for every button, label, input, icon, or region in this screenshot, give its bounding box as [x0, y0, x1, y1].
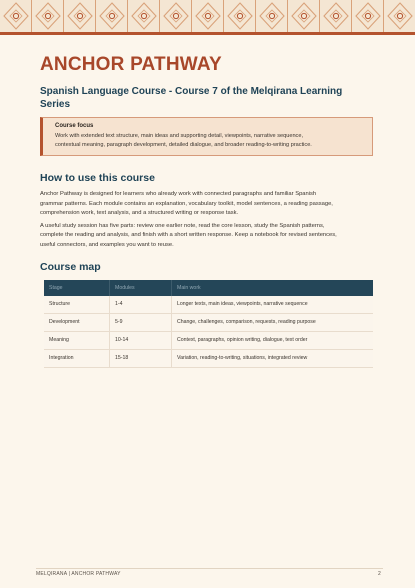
- table-row: [44, 313, 373, 331]
- diamond-pattern-icon: [96, 0, 128, 32]
- header-rule: [0, 32, 415, 35]
- table-cell: 10-14: [110, 331, 172, 349]
- course-focus-line: Work with extended text structure, main ideas and supporting detail, viewpoints, narrative sequence,: [55, 133, 304, 139]
- diamond-pattern-icon: [64, 0, 96, 32]
- course-focus-line: contextual meaning, paragraph development, detailed dialogue, and broader reading-to-writing practice.: [55, 142, 312, 148]
- diamond-pattern-icon: [256, 0, 288, 32]
- paragraph-line: Anchor Pathway is designed for learners who already work with connected paragraphs and familiar Spanish: [40, 191, 317, 197]
- table-cell: 1-4: [110, 296, 172, 314]
- diamond-pattern-icon: [192, 0, 224, 32]
- course-map-heading: Course map: [40, 260, 101, 273]
- table-header-row: [44, 280, 373, 296]
- table-cell: Variation, reading-to-writing, situations, integrated review: [172, 349, 374, 367]
- paragraph-line: A useful study session has five parts: review one earlier note, read the core lesson, study the Spanish patterns,: [40, 222, 325, 229]
- table-cell: Longer texts, main ideas, viewpoints, narrative sequence: [172, 296, 374, 314]
- table-cell: Integration: [44, 349, 110, 367]
- table-cell: Development: [44, 313, 110, 331]
- diamond-pattern-icon: [128, 0, 160, 32]
- table-row: [44, 331, 373, 349]
- diamond-pattern-icon: [0, 0, 32, 32]
- page-title: ANCHOR PATHWAY: [40, 54, 222, 75]
- diamond-pattern-icon: [224, 0, 256, 32]
- column-header-modules: Modules: [110, 280, 172, 296]
- table-row: [44, 349, 373, 367]
- diamond-pattern-icon: [288, 0, 320, 32]
- table-cell: Context, paragraphs, opinion writing, dialogue, text order: [172, 331, 374, 349]
- course-focus-label: Course focus: [55, 123, 94, 129]
- course-subtitle: Spanish Language Course - Course 7 of the Melqirana Learning Series: [40, 86, 343, 110]
- course-map-table: [44, 280, 373, 368]
- table-cell: 5-9: [110, 313, 172, 331]
- table-row: [44, 296, 373, 314]
- column-header-main-work: Main work: [172, 280, 374, 296]
- how-to-use-paragraph-2: [40, 222, 373, 251]
- diamond-pattern-icon: [384, 0, 415, 32]
- diamond-pattern-icon: [352, 0, 384, 32]
- how-to-use-paragraph-1: [40, 190, 373, 219]
- paragraph-line: useful connectors, and examples you want to reuse.: [40, 241, 174, 248]
- table-cell: Structure: [44, 296, 110, 314]
- table-cell: 15-18: [110, 349, 172, 367]
- course-focus-text: [55, 132, 364, 150]
- diamond-pattern-icon: [32, 0, 64, 32]
- paragraph-line: grammar patterns. Each module contains an explanation, vocabulary toolkit, model sentences, a reading passage,: [40, 200, 333, 207]
- diamond-pattern-icon: [320, 0, 352, 32]
- page-content: [40, 52, 373, 368]
- column-header-stage: Stage: [44, 280, 110, 296]
- course-focus-box: [40, 117, 373, 156]
- table-cell: Meaning: [44, 331, 110, 349]
- table-cell: Change, challenges, comparison, requests, reading purpose: [172, 313, 374, 331]
- paragraph-line: complete the reading and analysis, and finish with a short written response. Keep a notebook for revised sentences,: [40, 232, 337, 239]
- diamond-pattern-icon: [160, 0, 192, 32]
- paragraph-line: comprehension work, text analysis, and a structured writing or response task.: [40, 210, 239, 217]
- how-to-use-heading: How to use this course: [40, 172, 155, 184]
- page-number: 2: [378, 571, 381, 577]
- footer-rule: [36, 568, 383, 569]
- footer-label: MELQIRANA | ANCHOR PATHWAY: [36, 571, 121, 577]
- decorative-pattern-band: [0, 0, 415, 32]
